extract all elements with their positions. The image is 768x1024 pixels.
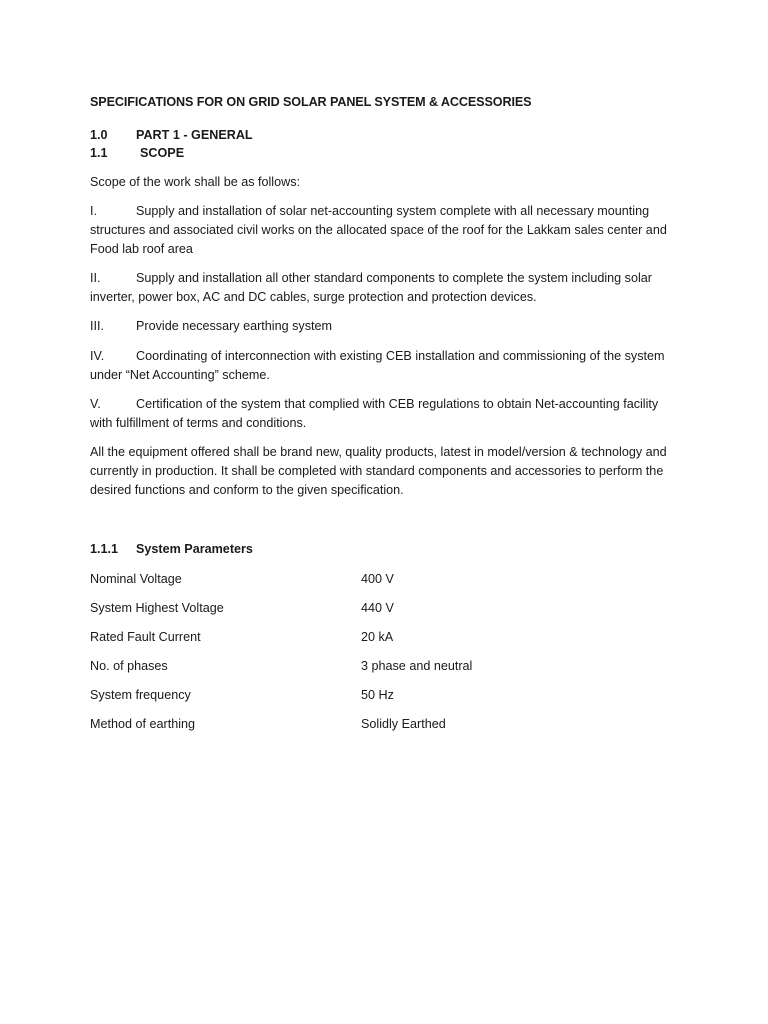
parameter-row [90, 686, 680, 715]
scope-item-4 [90, 347, 680, 384]
parameter-row [90, 715, 680, 744]
parameter-row [90, 570, 680, 599]
parameter-name: Nominal Voltage [90, 571, 182, 586]
scope-item-text: Supply and installation all other standard components to complete the system including solar inverter, power box, AC and DC cables, surge protection and protection devices. [90, 271, 652, 304]
system-parameters-heading [90, 540, 680, 559]
parameter-name: Method of earthing [90, 716, 196, 731]
parameter-name: Rated Fault Current [90, 629, 201, 644]
parameter-value: 3 phase and neutral [361, 658, 473, 673]
part-label: PART 1 - GENERAL [136, 127, 253, 142]
parameter-name: System frequency [90, 687, 191, 702]
system-parameters-number: 1.1.1 [90, 542, 119, 557]
parameter-value: Solidly Earthed [361, 716, 446, 731]
scope-item-text: Certification of the system that complied with CEB regulations to obtain Net-accounting facility with fulfillment of terms and conditions. [90, 397, 659, 430]
scope-item-2 [90, 269, 680, 306]
scope-heading [90, 144, 680, 163]
scope-item-1 [90, 202, 680, 258]
scope-item-text: Supply and installation of solar net-accounting system complete with all necessary mounting structures and associated civil works on the allocated space of the roof for the Lakkam sales center and Food lab roof area [90, 204, 667, 256]
parameter-value: 50 Hz [361, 687, 394, 702]
scope-item-text: Provide necessary earthing system [136, 319, 332, 334]
scope-item-roman: IV. [90, 348, 105, 363]
scope-item-text: Coordinating of interconnection with existing CEB installation and commissioning of the system under “Net Accounting” scheme. [90, 348, 665, 382]
parameter-row [90, 628, 680, 657]
part-heading [90, 126, 680, 145]
parameter-name: No. of phases [90, 658, 168, 673]
scope-item-roman: V. [90, 397, 101, 412]
parameter-value: 20 kA [361, 629, 394, 644]
parameter-value: 400 V [361, 571, 394, 586]
scope-intro: Scope of the work shall be as follows: [90, 174, 301, 189]
system-parameters-label: System Parameters [136, 542, 253, 557]
parameter-value: 440 V [361, 600, 394, 615]
document-title: SPECIFICATIONS FOR ON GRID SOLAR PANEL SYSTEM & ACCESSORIES [90, 95, 532, 109]
scope-item-5 [90, 395, 680, 432]
scope-item-roman: II. [90, 271, 101, 286]
parameter-name: System Highest Voltage [90, 600, 224, 615]
scope-label: SCOPE [140, 146, 185, 161]
scope-item-roman: I. [90, 204, 97, 219]
part-number: 1.0 [90, 127, 108, 142]
parameter-row [90, 599, 680, 628]
equipment-paragraph: All the equipment offered shall be brand new, quality products, latest in model/version & technology and currently in production. It shall be completed with standard components and accessories to perform the desired functions and conform to the given specification. [90, 445, 667, 497]
parameter-row [90, 657, 680, 686]
scope-number: 1.1 [90, 146, 108, 161]
system-parameters-table [90, 570, 680, 744]
document-page [90, 93, 680, 744]
scope-item-3 [90, 317, 680, 336]
scope-item-roman: III. [90, 319, 104, 334]
